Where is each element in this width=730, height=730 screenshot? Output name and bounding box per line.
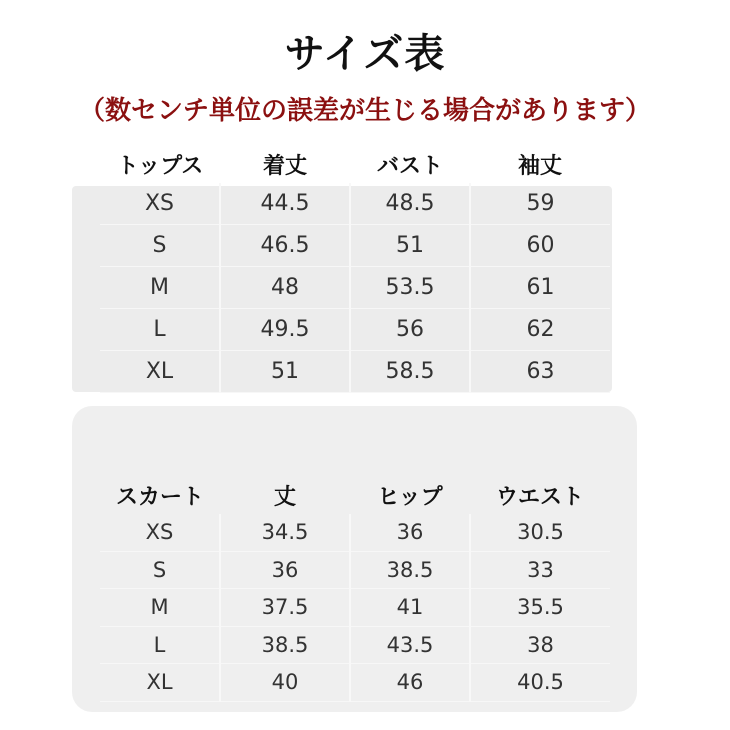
size-cell: M (100, 267, 220, 309)
size-cell: L (100, 309, 220, 351)
length-cell: 37.5 (220, 589, 350, 627)
bust-cell: 48.5 (350, 183, 470, 225)
header-waist: ウエスト (495, 484, 584, 510)
length-cell: 44.5 (220, 183, 350, 225)
waist-cell: 33 (470, 551, 610, 589)
size-cell: XL (100, 351, 220, 393)
table-row (100, 664, 610, 702)
hip-cell: 41 (350, 589, 470, 627)
waist-cell: 30.5 (470, 514, 610, 551)
bust-cell: 51 (350, 225, 470, 267)
table-row (100, 626, 610, 664)
sleeve-cell: 63 (470, 351, 610, 393)
size-cell: L (100, 626, 220, 664)
size-cell: M (100, 589, 220, 627)
error-note: （数センチ単位の誤差が生じる場合があります） (78, 96, 651, 126)
length-cell: 36 (220, 551, 350, 589)
skirt-size-table (100, 476, 610, 702)
length-cell: 49.5 (220, 309, 350, 351)
table-row (100, 514, 610, 551)
waist-cell: 35.5 (470, 589, 610, 627)
table-header-row (100, 476, 610, 514)
header-hip: ヒップ (377, 484, 443, 510)
hip-cell: 38.5 (350, 551, 470, 589)
length-cell: 38.5 (220, 626, 350, 664)
table-row (100, 351, 610, 393)
size-cell: XS (100, 514, 220, 551)
header-bust: バスト (376, 153, 443, 179)
bust-cell: 58.5 (350, 351, 470, 393)
table-row (100, 267, 610, 309)
waist-cell: 40.5 (470, 664, 610, 702)
length-cell: 48 (220, 267, 350, 309)
tops-size-table (100, 145, 610, 393)
header-category: トップス (116, 153, 204, 179)
page-title: サイズ表 (284, 31, 446, 77)
header-length: 丈 (273, 484, 296, 510)
length-cell: 51 (220, 351, 350, 393)
bust-cell: 56 (350, 309, 470, 351)
size-cell: XL (100, 664, 220, 702)
sleeve-cell: 61 (470, 267, 610, 309)
size-cell: S (100, 551, 220, 589)
header-sleeve: 袖丈 (517, 153, 562, 179)
hip-cell: 36 (350, 514, 470, 551)
table-row (100, 309, 610, 351)
size-cell: XS (100, 183, 220, 225)
bust-cell: 53.5 (350, 267, 470, 309)
waist-cell: 38 (470, 626, 610, 664)
sleeve-cell: 59 (470, 183, 610, 225)
table-row (100, 589, 610, 627)
sleeve-cell: 60 (470, 225, 610, 267)
hip-cell: 46 (350, 664, 470, 702)
table-row (100, 183, 610, 225)
sleeve-cell: 62 (470, 309, 610, 351)
table-header-row (100, 145, 610, 183)
header-category: スカート (115, 484, 204, 510)
hip-cell: 43.5 (350, 626, 470, 664)
length-cell: 40 (220, 664, 350, 702)
header-length: 着丈 (262, 153, 307, 179)
table-row (100, 225, 610, 267)
length-cell: 34.5 (220, 514, 350, 551)
size-cell: S (100, 225, 220, 267)
length-cell: 46.5 (220, 225, 350, 267)
table-row (100, 551, 610, 589)
